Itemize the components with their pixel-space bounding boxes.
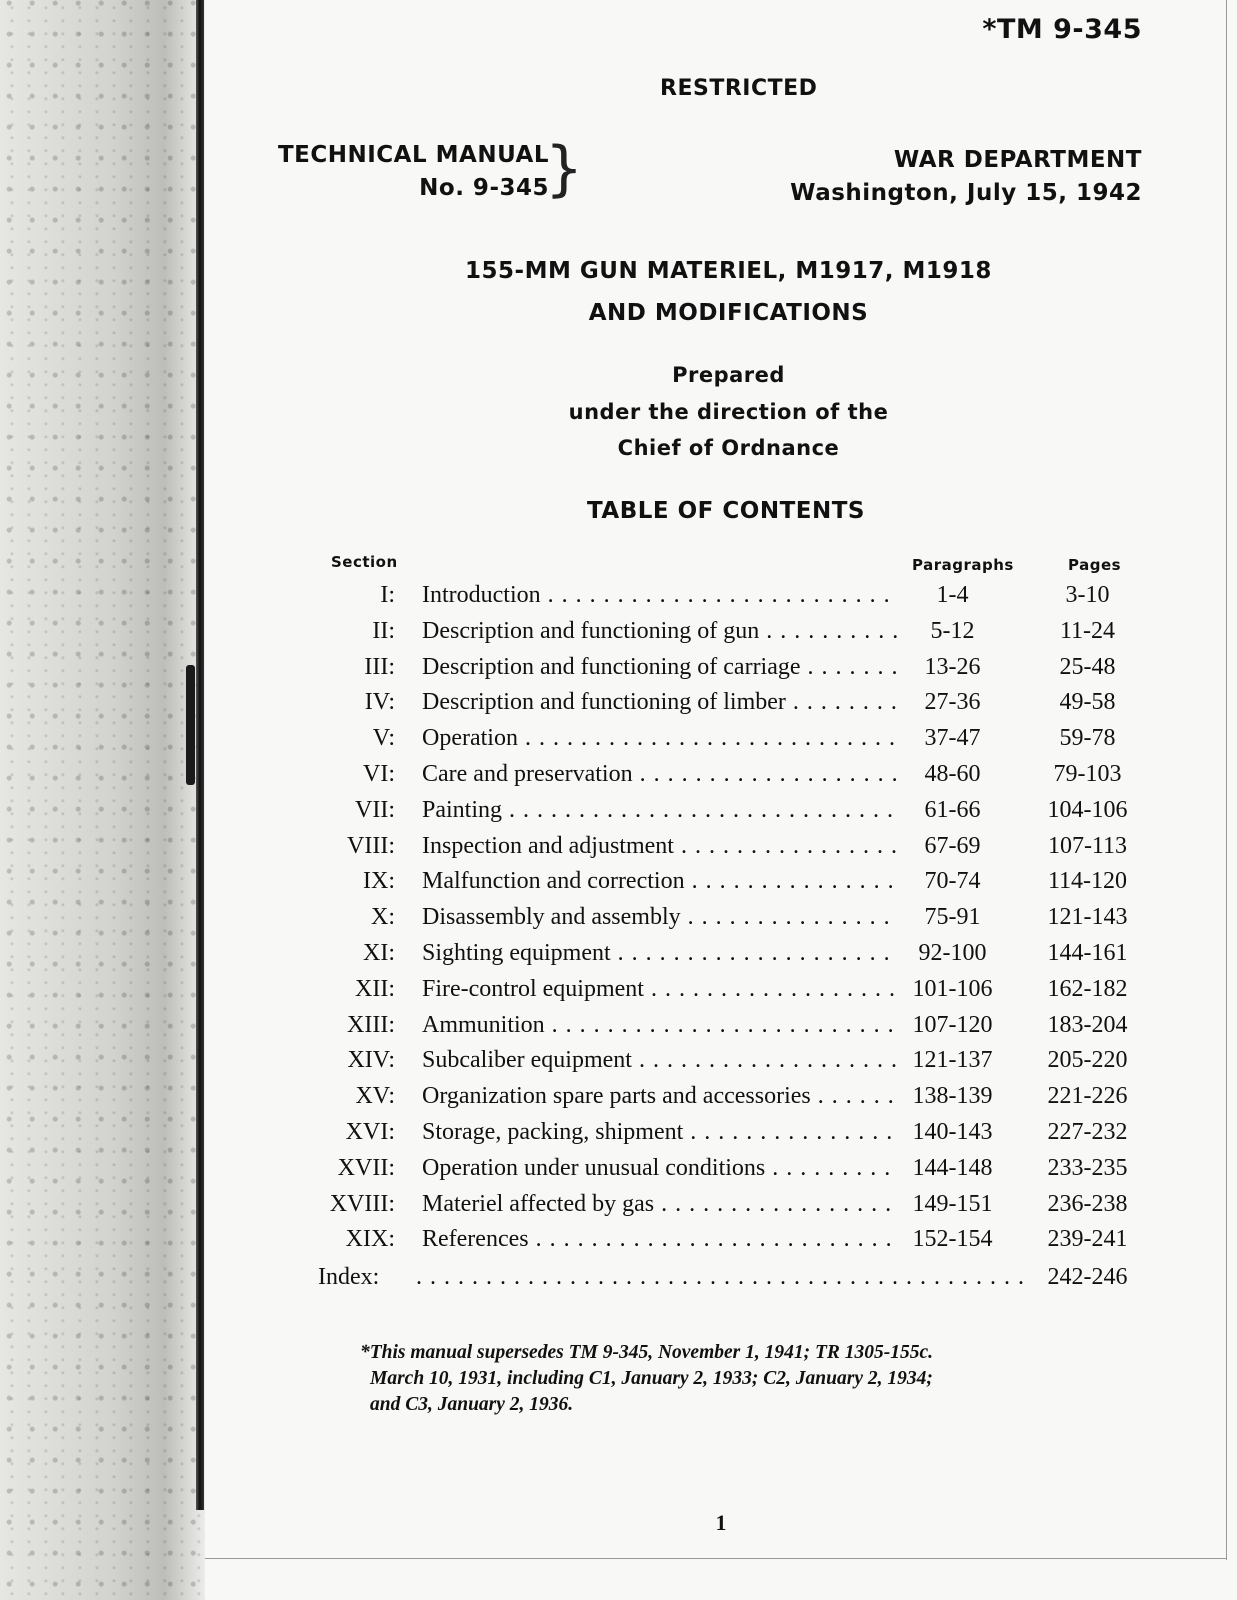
section-number: XIII: [347, 1011, 395, 1038]
section-number: XII: [355, 975, 395, 1002]
section-number: XVIII: [329, 1190, 395, 1217]
prepared-line3: Chief of Ordnance [617, 436, 840, 460]
section-pages: 59-78 [1059, 725, 1116, 752]
toc-row[interactable] [300, 689, 1140, 725]
manual-number: No. 9-345 [419, 175, 549, 201]
toc-heading: TABLE OF CONTENTS [587, 498, 865, 524]
section-pages: 183-204 [1047, 1011, 1128, 1038]
section-title: Painting . . . [422, 797, 898, 824]
section-title: Description and functioning of gun . . . [422, 618, 898, 645]
binding-mark [186, 665, 195, 785]
scanned-page-edge [0, 0, 205, 1600]
section-pages: 79-103 [1053, 760, 1122, 787]
supersession-footnote [360, 1340, 1120, 1418]
index-pages: 242-246 [1047, 1264, 1128, 1291]
toc-row[interactable] [300, 1226, 1140, 1262]
section-pages: 144-161 [1047, 939, 1128, 966]
toc-row[interactable] [300, 1012, 1140, 1048]
toc-row[interactable] [300, 1047, 1140, 1083]
section-number: XIV: [347, 1047, 395, 1074]
prepared-line2: under the direction of the [568, 400, 889, 424]
restricted-label: RESTRICTED [660, 76, 818, 101]
binding-line [196, 0, 204, 1510]
page-border-right [1226, 0, 1227, 1560]
footnote-line3: and C3, January 2, 1936. [370, 1394, 574, 1415]
section-paragraphs: 1-4 [936, 582, 969, 608]
index-label: Index: [318, 1264, 380, 1291]
section-paragraphs: 48-60 [924, 760, 981, 787]
brace-icon: } [545, 134, 584, 204]
column-header-paragraphs: Paragraphs [912, 556, 1014, 574]
section-paragraphs: 138-139 [912, 1083, 993, 1110]
toc-row[interactable] [300, 976, 1140, 1012]
section-paragraphs: 67-69 [924, 832, 981, 859]
section-paragraphs: 140-143 [912, 1118, 993, 1145]
section-paragraphs: 75-91 [924, 904, 981, 931]
technical-manual-label: TECHNICAL MANUAL [277, 142, 549, 168]
section-pages: 104-106 [1047, 796, 1128, 823]
section-number: XIX: [345, 1226, 395, 1253]
section-pages: 121-143 [1047, 904, 1128, 931]
section-paragraphs: 92-100 [918, 939, 987, 966]
section-paragraphs: 70-74 [924, 868, 981, 895]
toc-rows [300, 582, 1140, 1262]
document-title-line1: 155-MM GUN MATERIEL, M1917, M1918 [465, 258, 992, 284]
section-number: VI: [363, 760, 395, 787]
section-number: I: [380, 582, 395, 608]
toc-row[interactable] [300, 761, 1140, 797]
section-title: Subcaliber equipment . . . [422, 1047, 898, 1074]
section-paragraphs: 27-36 [924, 689, 981, 716]
toc-row[interactable] [300, 1083, 1140, 1119]
column-header-section: Section [331, 553, 398, 571]
section-paragraphs: 5-12 [930, 617, 975, 644]
toc-row[interactable] [300, 940, 1140, 976]
tm-number: *TM 9-345 [982, 14, 1142, 45]
section-title: Introduction . . . [422, 582, 898, 609]
section-title: Disassembly and assembly . . . [422, 904, 898, 931]
section-paragraphs: 152-154 [912, 1226, 993, 1253]
section-number: V: [372, 725, 395, 752]
section-pages: 107-113 [1047, 832, 1128, 859]
prepared-line1: Prepared [672, 363, 785, 387]
section-title: Operation . . . [422, 725, 898, 752]
section-pages: 236-238 [1047, 1190, 1128, 1217]
section-pages: 227-232 [1047, 1118, 1128, 1145]
page-number: 1 [715, 1510, 727, 1535]
section-number: X: [371, 904, 395, 931]
toc-row[interactable] [300, 797, 1140, 833]
manual-designation [278, 139, 549, 205]
department-block [790, 144, 1142, 210]
leader-dots [416, 1264, 1032, 1291]
section-number: XI: [363, 939, 395, 966]
document-title-line2: AND MODIFICATIONS [588, 300, 869, 326]
section-pages: 233-235 [1047, 1154, 1128, 1181]
page-border-bottom [205, 1558, 1227, 1559]
section-number: IV: [364, 689, 395, 716]
section-number: XV: [355, 1083, 395, 1110]
section-title: Organization spare parts and accessories . . . [422, 1083, 898, 1110]
section-paragraphs: 144-148 [912, 1154, 993, 1181]
toc-row[interactable] [300, 1119, 1140, 1155]
toc-row[interactable] [300, 618, 1140, 654]
toc-row[interactable] [300, 582, 1140, 618]
toc-row[interactable] [300, 1155, 1140, 1191]
toc-row[interactable] [300, 654, 1140, 690]
section-title: Description and functioning of carriage . . . [422, 654, 898, 681]
section-pages: 114-120 [1047, 868, 1128, 895]
section-pages: 11-24 [1059, 617, 1116, 644]
section-number: VII: [355, 796, 395, 823]
section-pages: 49-58 [1059, 689, 1116, 716]
section-title: Materiel affected by gas . . . [422, 1191, 898, 1218]
section-title: Fire-control equipment . . . [422, 976, 898, 1003]
toc-row[interactable] [300, 833, 1140, 869]
section-paragraphs: 61-66 [924, 796, 981, 823]
section-title: Operation under unusual conditions . . . [422, 1155, 898, 1182]
section-number: XVII: [337, 1154, 395, 1181]
section-pages: 205-220 [1047, 1047, 1128, 1074]
section-title: Ammunition . . . [422, 1012, 898, 1039]
toc-row[interactable] [300, 868, 1140, 904]
footnote-line2: March 10, 1931, including C1, January 2, 1933; C2, January 2, 1934; [370, 1368, 933, 1389]
section-number: VIII: [347, 832, 395, 859]
toc-row[interactable] [300, 1191, 1140, 1227]
section-pages: 3-10 [1065, 582, 1110, 608]
section-pages: 239-241 [1047, 1226, 1128, 1253]
section-pages: 25-48 [1059, 653, 1116, 680]
section-number: III: [364, 653, 395, 680]
section-title: Care and preservation . . . [422, 761, 898, 788]
place-date: Washington, July 15, 1942 [790, 180, 1142, 206]
table-of-contents [300, 582, 1140, 1300]
section-paragraphs: 37-47 [924, 725, 981, 752]
section-title: Inspection and adjustment . . . [422, 833, 898, 860]
section-pages: 221-226 [1047, 1083, 1128, 1110]
section-number: IX: [363, 868, 395, 895]
column-header-pages: Pages [1068, 556, 1122, 574]
section-number: II: [372, 617, 395, 644]
department-name: WAR DEPARTMENT [893, 147, 1142, 173]
section-paragraphs: 149-151 [912, 1190, 993, 1217]
section-title: Storage, packing, shipment . . . [422, 1119, 898, 1146]
section-title: Description and functioning of limber . . . [422, 689, 898, 716]
section-paragraphs: 107-120 [912, 1011, 993, 1038]
section-title: Malfunction and correction . . . [422, 868, 898, 895]
section-pages: 162-182 [1047, 975, 1128, 1002]
section-number: XVI: [345, 1118, 395, 1145]
section-paragraphs: 13-26 [924, 653, 981, 680]
section-paragraphs: 121-137 [912, 1047, 993, 1074]
footnote-line1: *This manual supersedes TM 9-345, November 1, 1941; TR 1305-155c. [360, 1342, 934, 1363]
section-title: References . . . [422, 1226, 898, 1253]
toc-row[interactable] [300, 725, 1140, 761]
index-row[interactable] [300, 1264, 1140, 1300]
section-paragraphs: 101-106 [912, 975, 993, 1002]
toc-row[interactable] [300, 904, 1140, 940]
section-title: Sighting equipment . . . [422, 940, 898, 967]
